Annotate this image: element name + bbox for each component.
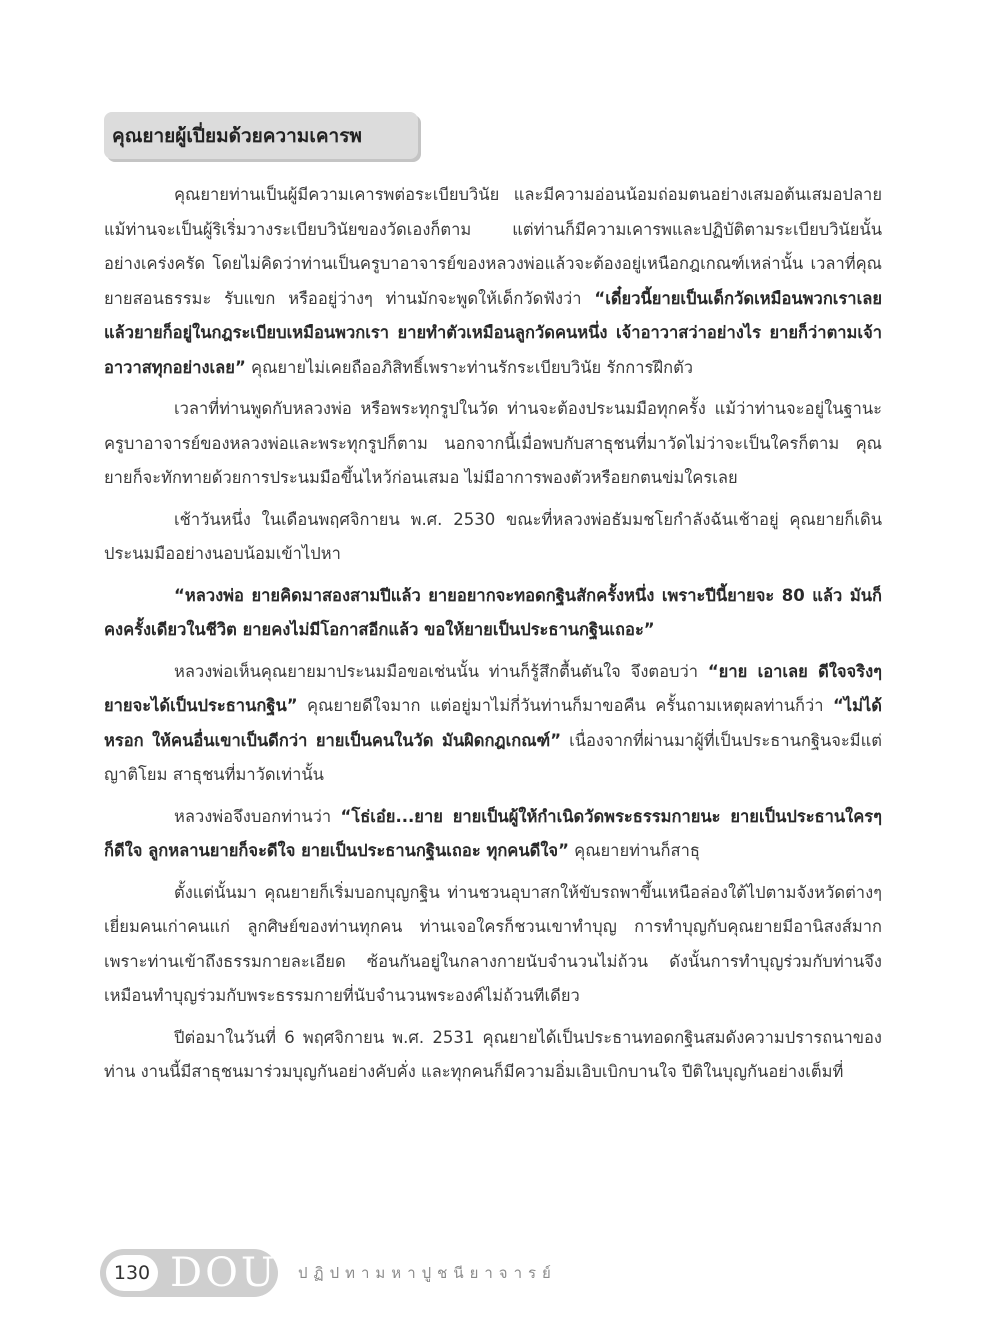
- section-heading: คุณยายผู้เปี่ยมด้วยความเคารพ: [112, 124, 362, 147]
- paragraph-text: คุณยายไม่เคยถืออภิสิทธิ์เพราะท่านรักระเบียบวินัย รักการฝึกตัว: [245, 357, 694, 377]
- page-number-pill: [100, 1249, 278, 1297]
- paragraph-text: หลวงพ่อเห็นคุณยายมาประนมมือขอเช่นนั้น ท่านก็รู้สึกตื้นตันใจ จึงตอบว่า: [174, 661, 708, 681]
- paragraph: [104, 178, 882, 385]
- paragraph-text: เนื่องจากที่ผ่านมาผู้ที่เป็นประธานกฐินจะมีแต่ญาติโยม สาธุชนที่มาวัดเท่านั้น: [104, 730, 882, 784]
- book-title: ปฏิปทามหาปูชนียาจารย์: [298, 1264, 557, 1282]
- paragraph: [104, 503, 882, 572]
- body-text: [104, 178, 882, 1097]
- quote-bold-text: “ยาย เอาเลย ดีใจจริงๆ ยายจะได้เป็นประธานกฐิน”: [104, 661, 882, 715]
- paragraph: [104, 579, 882, 648]
- paragraph-text: คุณยายดีใจมาก แต่อยู่มาไม่กี่วันท่านก็มาขอคืน ครั้นถามเหตุผลท่านก็ว่า: [297, 696, 833, 715]
- quote-bold-text: “ไม่ได้หรอก ให้คนอื่นเขาเป็นดีกว่า ยายเป็นคนในวัด มันผิดกฎเกณฑ์”: [104, 696, 882, 750]
- paragraph-text: เช้าวันหนึ่ง ในเดือนพฤศจิกายน พ.ศ. 2530 ขณะที่หลวงพ่อธัมมชโยกำลังฉันเช้าอยู่ คุณยายก็เดินประนมมืออย่างนอบน้อมเข้าไปหา: [104, 509, 882, 563]
- page-footer: [100, 1247, 557, 1299]
- paragraph: [104, 392, 882, 496]
- quote-bold-text: “หลวงพ่อ ยายคิดมาสองสามปีแล้ว ยายอยากจะทอดกฐินสักครั้งหนึ่ง เพราะปีนี้ยายจะ 80 แล้ว มันก็คงครั้งเดียวในชีวิต ยายคงไม่มีโอกาสอีกแล้ว ขอให้ยายเป็นประธานกฐินเถอะ”: [104, 585, 882, 639]
- paragraph-text: ปีต่อมาในวันที่ 6 พฤศจิกายน พ.ศ. 2531 คุณยายได้เป็นประธานทอดกฐินสมดังความปรารถนาของท่าน งานนี้มีสาธุชนมาร่วมบุญกันอย่างคับคั่ง และทุกคนก็มีความอิ่มเอิบเบิกบานใจ ปีติในบุญกันอย่างเต็มที่: [104, 1027, 882, 1081]
- paragraph-text: หลวงพ่อจึงบอกท่านว่า: [174, 806, 341, 826]
- section-heading-box: [104, 112, 418, 159]
- dou-logo: DOU: [170, 1250, 278, 1296]
- paragraph-text: ตั้งแต่นั้นมา คุณยายก็เริ่มบอกบุญกฐิน ท่านชวนอุบาสกให้ขับรถพาขึ้นเหนือล่องใต้ไปตามจังหวัดต่างๆ เยี่ยมคนเก่าคนแก่ ลูกศิษย์ของท่านทุกคน ท่านเจอใครก็ชวนเขาทำบุญ การทำบุญกับคุณยายมีอานิสงส์มาก เพราะท่านเข้าถึงธรรมกายละเอียด ซ้อนกันอยู่ในกลางกายนับจำนวนไม่ถ้วน ดังนั้นการทำบุญร่วมกับท่านจึงเหมือนทำบุญร่วมกับพระธรรมกายที่นับจำนวนพระองค์ไม่ถ้วนทีเดียว: [104, 882, 882, 1005]
- page-number: 130: [106, 1255, 158, 1291]
- paragraph: [104, 876, 882, 1014]
- quote-bold-text: “เดี๋ยวนี้ยายเป็นเด็กวัดเหมือนพวกเราเลย แล้วยายก็อยู่ในกฎระเบียบเหมือนพวกเรา ยายทำตัวเหมือนลูกวัดคนหนึ่ง เจ้าอาวาสว่าอย่างไร ยายก็ว่าตามเจ้าอาวาสทุกอย่างเลย”: [104, 288, 882, 377]
- paragraph-text: คุณยายท่านเป็นผู้มีความเคารพต่อระเบียบวินัย และมีความอ่อนน้อมถ่อมตนอย่างเสมอต้นเสมอปลาย แม้ท่านจะเป็นผู้ริเริ่มวางระเบียบวินัยของวัดเองก็ตาม แต่ท่านก็มีความเคารพและปฏิบัติตามระเบียบวินัยนั้นอย่างเคร่งครัด โดยไม่คิดว่าท่านเป็นครูบาอาจารย์ของหลวงพ่อแล้วจะต้องอยู่เหนือกฎเกณฑ์เหล่านั้น เวลาที่คุณยายสอนธรรมะ รับแขก หรืออยู่ว่างๆ ท่านมักจะพูดให้เด็กวัดฟังว่า: [104, 185, 882, 308]
- paragraph-text: เวลาที่ท่านพูดกับหลวงพ่อ หรือพระทุกรูปในวัด ท่านจะต้องประนมมือทุกครั้ง แม้ว่าท่านจะอยู่ในฐานะครูบาอาจารย์ของหลวงพ่อและพระทุกรูปก็ตาม นอกจากนี้เมื่อพบกับสาธุชนที่มาวัดไม่ว่าจะเป็นใครก็ตาม คุณยายก็จะทักทายด้วยการประนมมือขึ้นไหว้ก่อนเสมอ ไม่มีอาการพองตัวหรือยกตนข่มใครเลย: [104, 399, 882, 487]
- paragraph: [104, 1021, 882, 1090]
- paragraph: [104, 800, 882, 869]
- paragraph-text: คุณยายท่านก็สาธุ: [568, 841, 700, 860]
- quote-bold-text: “โธ่เอ๋ย...ยาย ยายเป็นผู้ให้กำเนิดวัดพระธรรมกายนะ ยายเป็นประธานใครๆ ก็ดีใจ ลูกหลานยายก็จะดีใจ ยายเป็นประธานกฐินเถอะ ทุกคนดีใจ”: [104, 806, 882, 860]
- paragraph: [104, 655, 882, 793]
